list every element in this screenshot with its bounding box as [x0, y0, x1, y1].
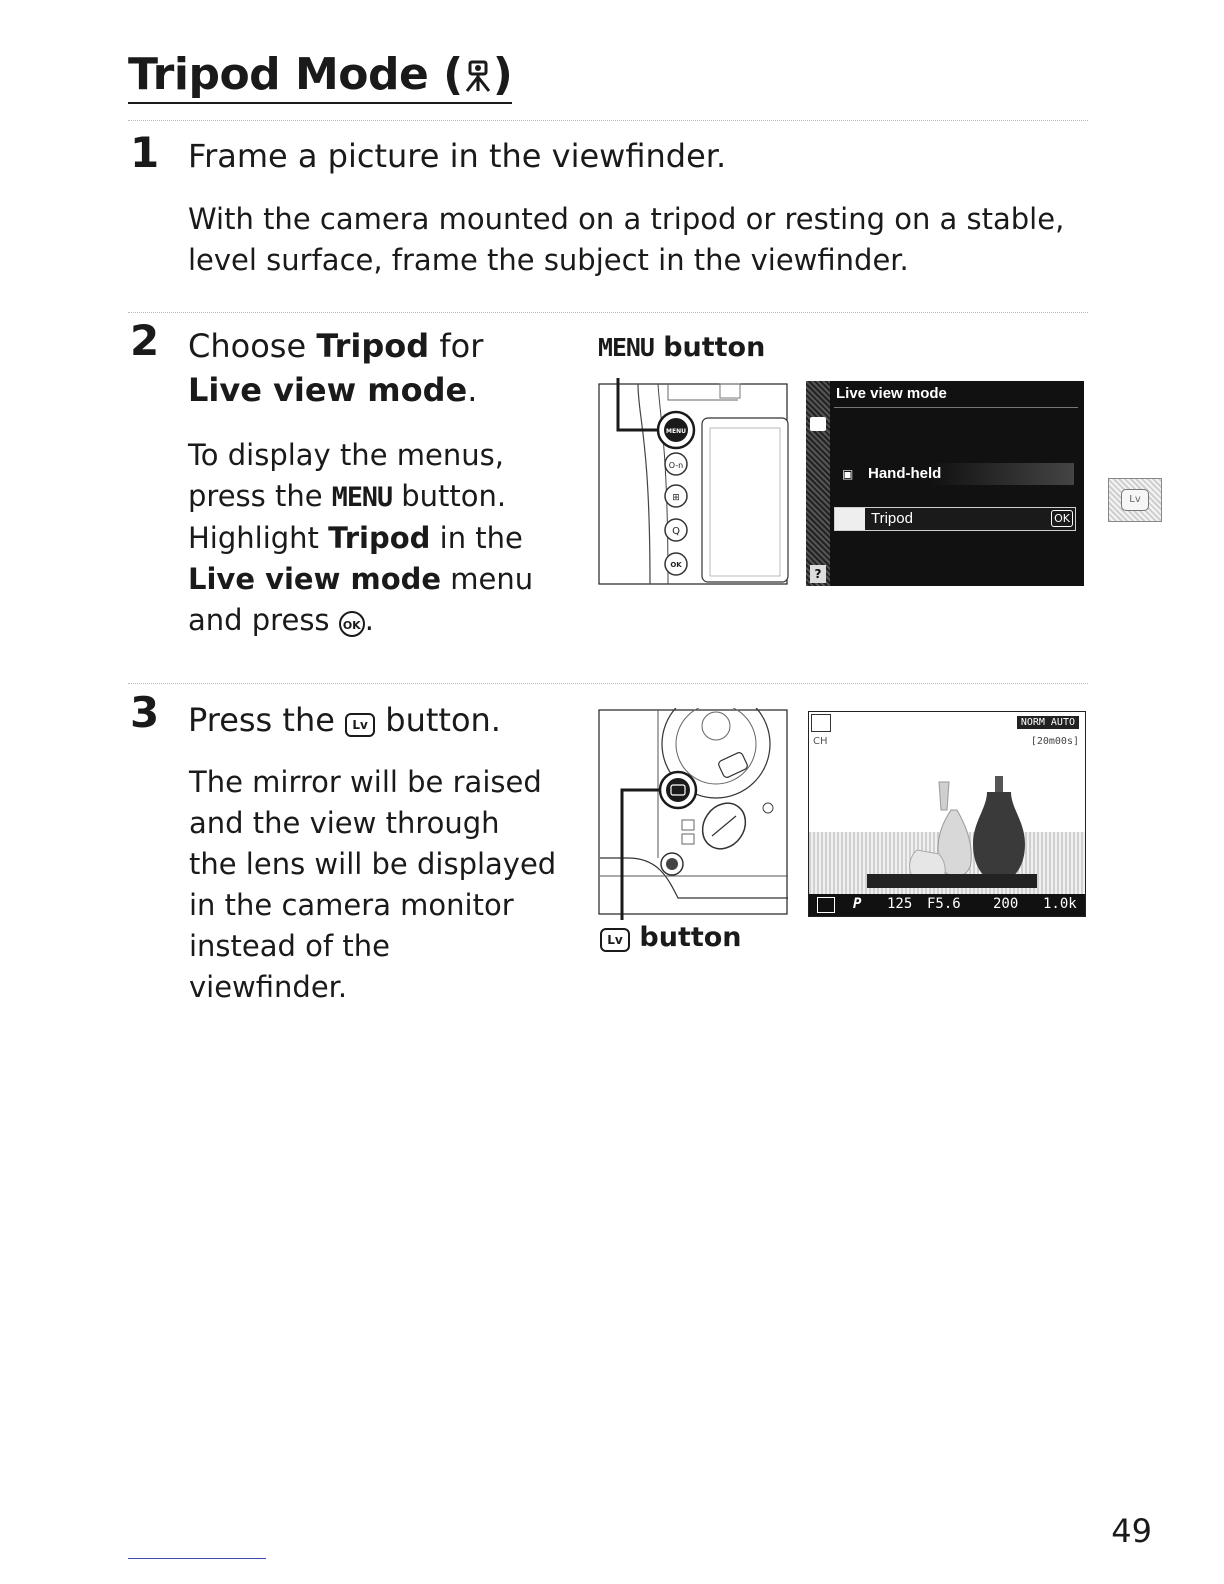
step-2-heading: Choose Tripod for Live view mode.: [188, 327, 484, 409]
ok-badge: OK: [1051, 510, 1073, 527]
hand-held-icon: ▣: [842, 467, 854, 481]
lv-button-caption: Lv button: [600, 922, 742, 953]
step-1-body: With the camera mounted on a tripod or resting on a stable, level surface, frame the subject in the viewfinder.: [188, 202, 1065, 277]
step-1-number: 1: [130, 128, 160, 177]
camera-zoom-button: Q: [672, 526, 680, 537]
live-view-mode-icon: [811, 714, 831, 732]
camera-back-menu-illustration: [598, 378, 790, 586]
menu-title: Live view mode: [836, 385, 947, 402]
quality-badges: NORM AUTO: [1017, 716, 1079, 729]
tripod-icon: [463, 59, 493, 93]
menu-item-hand-held[interactable]: ▣ Hand-held: [834, 463, 1074, 485]
menu-tab-column: [806, 381, 830, 586]
menu-item-tripod[interactable]: Tripod OK: [834, 507, 1076, 531]
remaining-exposures: 1.0k: [1043, 896, 1077, 912]
help-icon: ?: [810, 565, 826, 583]
camera-thumbnail-button: ⊞: [672, 493, 680, 503]
step-2-body: To display the menus, press the MENU button. Highlight Tripod in the Live view mode menu and press OK .: [188, 438, 534, 637]
page-title: Tripod Mode ( ): [128, 48, 512, 104]
live-view-section-tab: [1108, 478, 1162, 522]
menu-button-label: MENU: [331, 482, 393, 513]
camera-back-lv-illustration: [598, 708, 790, 924]
page-number: 49: [1111, 1512, 1152, 1550]
live-view-timer: [20m00s]: [1030, 736, 1079, 747]
settings-strip: [867, 874, 1037, 888]
step-1-heading: Frame a picture in the viewfinder.: [188, 137, 727, 175]
camera-ok-button: OK: [670, 561, 682, 569]
ok-button-icon: OK: [339, 611, 365, 637]
camera-menu-button: MENU: [666, 428, 686, 435]
menu-button-caption: MENU button: [598, 332, 766, 363]
step-3-number: 3: [130, 688, 160, 737]
release-mode-indicator: CH: [813, 736, 828, 747]
exposure-info-bar: [809, 894, 1086, 916]
section-divider: [128, 683, 1088, 684]
footer-rule: [128, 1558, 266, 1559]
camera-protect-button: O-n: [668, 461, 684, 470]
live-view-monitor-screen: [808, 711, 1086, 917]
camera-menu-tab-icon: [810, 417, 826, 431]
step-3-heading: Press the Lv button.: [188, 701, 501, 739]
lv-icon: Lv: [1121, 489, 1149, 511]
lv-button-icon: Lv: [600, 928, 630, 952]
step-2-number: 2: [130, 316, 160, 365]
metering-icon: [817, 897, 835, 913]
tripod-icon: [835, 508, 865, 530]
shutter-speed: 125: [887, 896, 913, 912]
step-3-body: The mirror will be raised and the view through the lens will be displayed in the camera monitor instead of the viewfinder.: [189, 765, 557, 1004]
live-view-mode-menu-screen: [806, 381, 1084, 586]
menu-title-rule: [834, 407, 1078, 408]
aperture: F5.6: [927, 896, 961, 912]
section-divider: [128, 312, 1088, 313]
exposure-mode: P: [853, 896, 862, 912]
section-divider: [128, 120, 1088, 121]
iso-value: 200: [993, 896, 1019, 912]
lv-button-icon: Lv: [345, 713, 375, 737]
